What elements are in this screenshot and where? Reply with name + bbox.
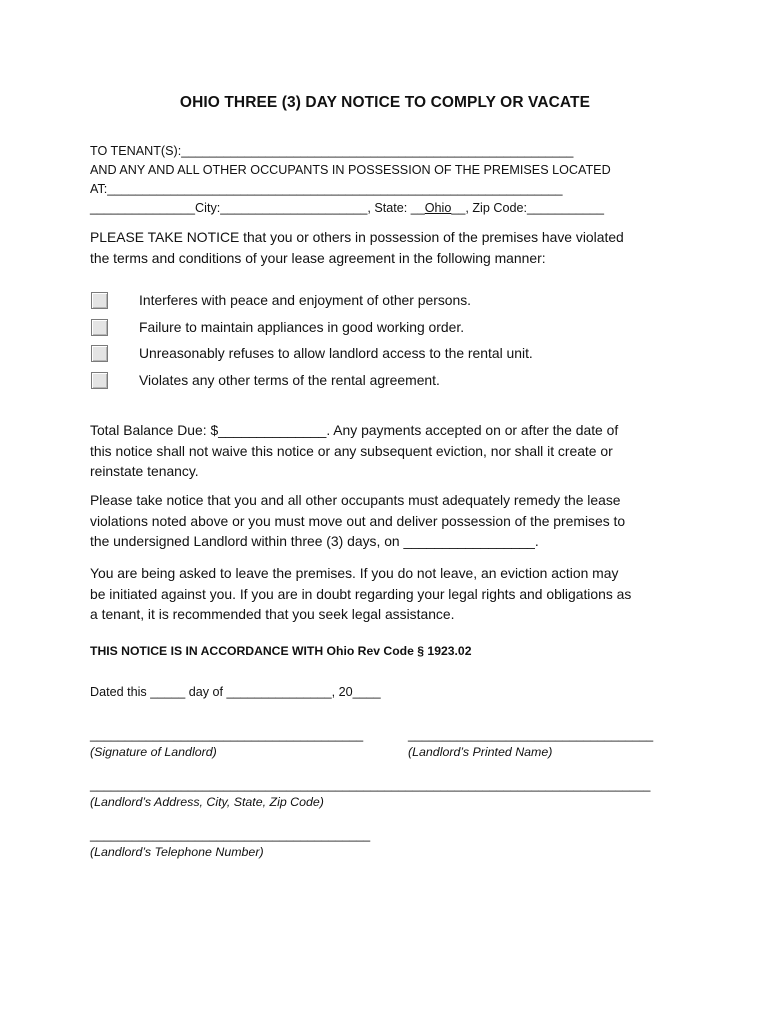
eviction-paragraph (90, 563, 685, 625)
printed-name-label: (Landlord’s Printed Name) (408, 745, 553, 759)
occupants-line: AND ANY AND ALL OTHER OCCUPANTS IN POSSESSION OF THE PREMISES LOCATED (90, 163, 611, 177)
violation-checkbox-other[interactable] (91, 372, 108, 389)
landlord-phone-label: (Landlord’s Telephone Number) (90, 845, 264, 859)
violation-checkbox-access[interactable] (91, 345, 108, 362)
printed-name-line[interactable]: ___________________________________ (408, 728, 654, 742)
city-field[interactable]: _______________City:_____________________, State: __ (90, 201, 425, 215)
balance-line[interactable]: Total Balance Due: $______________. Any payments accepted on or after the date of (90, 422, 619, 438)
notice-intro-paragraph (90, 227, 685, 268)
landlord-address-label: (Landlord’s Address, City, State, Zip Code) (90, 795, 324, 809)
landlord-phone-line[interactable]: ________________________________________ (90, 828, 371, 842)
notice-intro-line: the terms and conditions of your lease agreement in the following manner: (90, 249, 546, 266)
balance-paragraph (90, 420, 685, 482)
page-title: OHIO THREE (3) DAY NOTICE TO COMPLY OR VACATE (179, 94, 591, 111)
zip-field[interactable]: __, Zip Code:___________ (451, 201, 605, 215)
landlord-signature-label: (Signature of Landlord) (90, 745, 217, 759)
violation-label-other: Violates any other terms of the rental agreement. (139, 372, 440, 388)
remedy-line: violations noted above or you must move out and deliver possession of the premises to (90, 512, 626, 529)
legal-reference: THIS NOTICE IS IN ACCORDANCE WITH Ohio Rev Code § 1923.02 (90, 644, 472, 658)
city-state-zip-line[interactable] (90, 201, 604, 216)
eviction-line: a tenant, it is recommended that you seek legal assistance. (90, 606, 455, 622)
eviction-line: You are being asked to leave the premises. If you do not leave, an eviction action may (90, 565, 619, 581)
violation-label-appliances: Failure to maintain appliances in good working order. (139, 319, 465, 335)
violation-checkbox-peace[interactable] (91, 292, 108, 309)
tenant-field-line[interactable]: TO TENANT(S):________________________________________________________ (90, 144, 574, 158)
violation-checkbox-appliances[interactable] (91, 319, 108, 336)
dated-line[interactable]: Dated this _____ day of _______________, 20____ (90, 685, 381, 699)
remedy-line[interactable]: the undersigned Landlord within three (3) days, on _________________. (90, 533, 539, 549)
violation-label-access: Unreasonably refuses to allow landlord access to the rental unit. (139, 345, 533, 361)
landlord-signature-line[interactable]: _______________________________________ (90, 728, 364, 742)
remedy-paragraph (90, 490, 685, 552)
eviction-line: be initiated against you. If you are in doubt regarding your legal rights and obligations as (90, 585, 632, 602)
balance-line: this notice shall not waive this notice or any subsequent eviction, nor shall it create or (90, 442, 613, 459)
violation-label-peace: Interferes with peace and enjoyment of other persons. (139, 292, 472, 308)
landlord-address-line[interactable]: ________________________________________________________________________________ (90, 778, 651, 792)
remedy-line: Please take notice that you and all other occupants must adequately remedy the lease (90, 492, 621, 508)
notice-intro-line: PLEASE TAKE NOTICE that you or others in possession of the premises have violated (90, 229, 624, 245)
address-field-line[interactable]: AT:_________________________________________________________________ (90, 182, 563, 196)
state-value[interactable]: Ohio (424, 201, 452, 215)
balance-line: reinstate tenancy. (90, 463, 199, 479)
